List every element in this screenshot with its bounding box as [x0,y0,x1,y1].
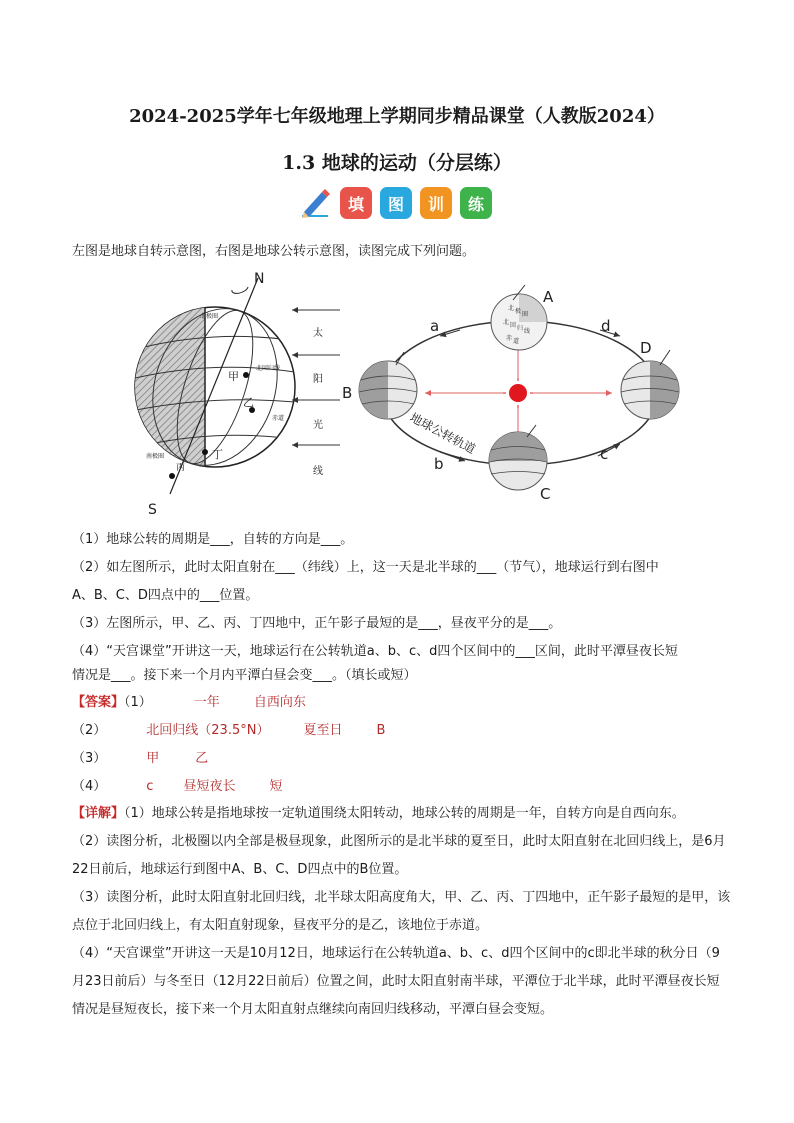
pencil-icon [298,186,332,220]
globe-a-char-3: 圈 [522,311,529,318]
answer-3-b: 乙 [195,751,209,766]
globe-a-char-8: 赤 [506,335,513,342]
revolution-diagram [359,285,679,490]
globe-a-char-9: 道 [513,338,520,345]
position-c: C [540,485,551,503]
position-d: D [640,339,652,357]
badge-map: 图 [380,187,412,219]
south-label: S [148,502,157,518]
badge-train: 训 [420,187,452,219]
detail-tag: 【详解】 [72,806,125,821]
answer-4-c: 短 [269,779,283,794]
globe-a-char-7: 线 [524,328,531,335]
answer-2-a: 北回归线（23.5°N） [146,723,270,738]
sunlight-char-3: 光 [313,420,323,431]
badge-fill: 填 [340,187,372,219]
segment-d: d [601,317,611,335]
position-b: B [342,384,353,402]
detail-paragraph-3: （3）读图分析，此时太阳直射北回归线，北半球太阳高度角大，甲、乙、丙、丁四地中，正午影子最短的是甲，该点位于北回归线上，有太阳直射现象，昼夜平分的是乙，该地位于赤道。 [72,890,731,933]
answer-num-2: （2） [72,723,107,738]
question-4-line-1: （4）“天宫课堂”开讲这一天，地球运行在公转轨道a、b、c、d四个区间中的___区间，此时平潭昼夜长短 [72,644,678,659]
segment-a: a [430,317,440,335]
globe-a-char-2: 极 [515,308,522,315]
globe-a-char-5: 回 [510,322,517,329]
antarctic-label: 南极圈 [146,453,165,460]
answer-1-b: 自西向东 [253,695,306,710]
question-4-line-2: 情况是___。接下来一个月内平潭白昼会变___。（填长或短） [72,668,417,683]
page-subtitle: 1.3 地球的运动（分层练） [282,152,512,174]
answer-row-3 [72,751,732,767]
answer-2-c: B [376,723,386,738]
point-yi: 乙 [243,396,254,409]
sunlight-char-1: 太 [313,328,323,339]
answer-row-4 [72,779,732,795]
detail-paragraph-4: （4）“天宫课堂”开讲这一天是10月12日，地球运行在公转轨道a、b、c、d四个区间中的c即北半球的秋分日（9月23日前后）与冬至日（12月22日前后）位置之间，此时太阳直射南半球，平潭位于北半球，此时平潭昼夜长短情况是昼短夜长，接下来一个月太阳直射点继续向南回归线移动，平潭白昼会变短。 [72,946,720,1017]
arctic-label: 北极圈 [200,313,219,320]
detail-text-1: （1）地球公转是指地球按一定轨道围绕太阳转动，地球公转的周期是一年，自转方向是自西向东。 [124,806,685,821]
point-jia: 甲 [228,370,239,383]
badge-row [298,186,492,220]
point-bing: 丙 [176,463,186,473]
intro-text: 左图是地球自转示意图，右图是地球公转示意图，读图完成下列问题。 [72,244,476,259]
rotation-globe [130,278,297,494]
segment-b: b [434,455,444,473]
badge-practice: 练 [460,187,492,219]
answer-num-3: （3） [72,751,107,766]
point-ding: 丁 [212,448,223,461]
question-2-line-2: A、B、C、D四点中的___位置。 [72,588,259,603]
orbit-label: 地球公转轨道 [407,410,478,457]
north-label: N [254,271,265,287]
globe-a-char-1: 北 [508,305,515,312]
question-1: （1）地球公转的周期是___，自转的方向是___。 [72,532,354,547]
globe-a-char-4: 北 [503,319,510,326]
sunlight-char-4: 线 [313,466,323,477]
detail-paragraph-2: （2）读图分析，北极圈以内全部是极昼现象，此图所示的是北半球的夏至日，此时太阳直射在北回归线上，是6月22日前后，地球运行到图中A、B、C、D四点中的B位置。 [72,834,726,877]
tropic-label: 北回归线 [256,365,281,372]
answer-2-b: 夏至日 [303,723,343,738]
position-a: A [543,288,554,306]
sunlight-char-2: 阳 [313,374,323,385]
answer-4-a: c [146,779,154,794]
answer-3-a: 甲 [146,751,160,766]
answer-num-4: （4） [72,779,107,794]
answer-tag: 【答案】 [72,695,125,710]
answer-4-b: 昼短夜长 [183,779,236,794]
answer-row-1 [72,695,732,711]
question-2-line-1: （2）如左图所示，此时太阳直射在___（纬线）上，这一天是北半球的___（节气），地球运行到右图中 [72,560,659,575]
earth-motion-figure [0,262,794,522]
answer-num-1: （1） [124,695,152,710]
answer-1-a: 一年 [193,695,220,710]
detail-paragraph-1 [72,800,732,828]
answer-row-2 [72,723,732,739]
page-title: 2024-2025学年七年级地理上学期同步精品课堂（人教版2024） [129,106,665,127]
question-3: （3）左图所示，甲、乙、丙、丁四地中，正午影子最短的是___，昼夜平分的是___。 [72,616,562,631]
segment-c: c [600,445,609,463]
globe-a-char-6: 归 [517,325,524,332]
equator-label: 赤道 [272,415,285,422]
